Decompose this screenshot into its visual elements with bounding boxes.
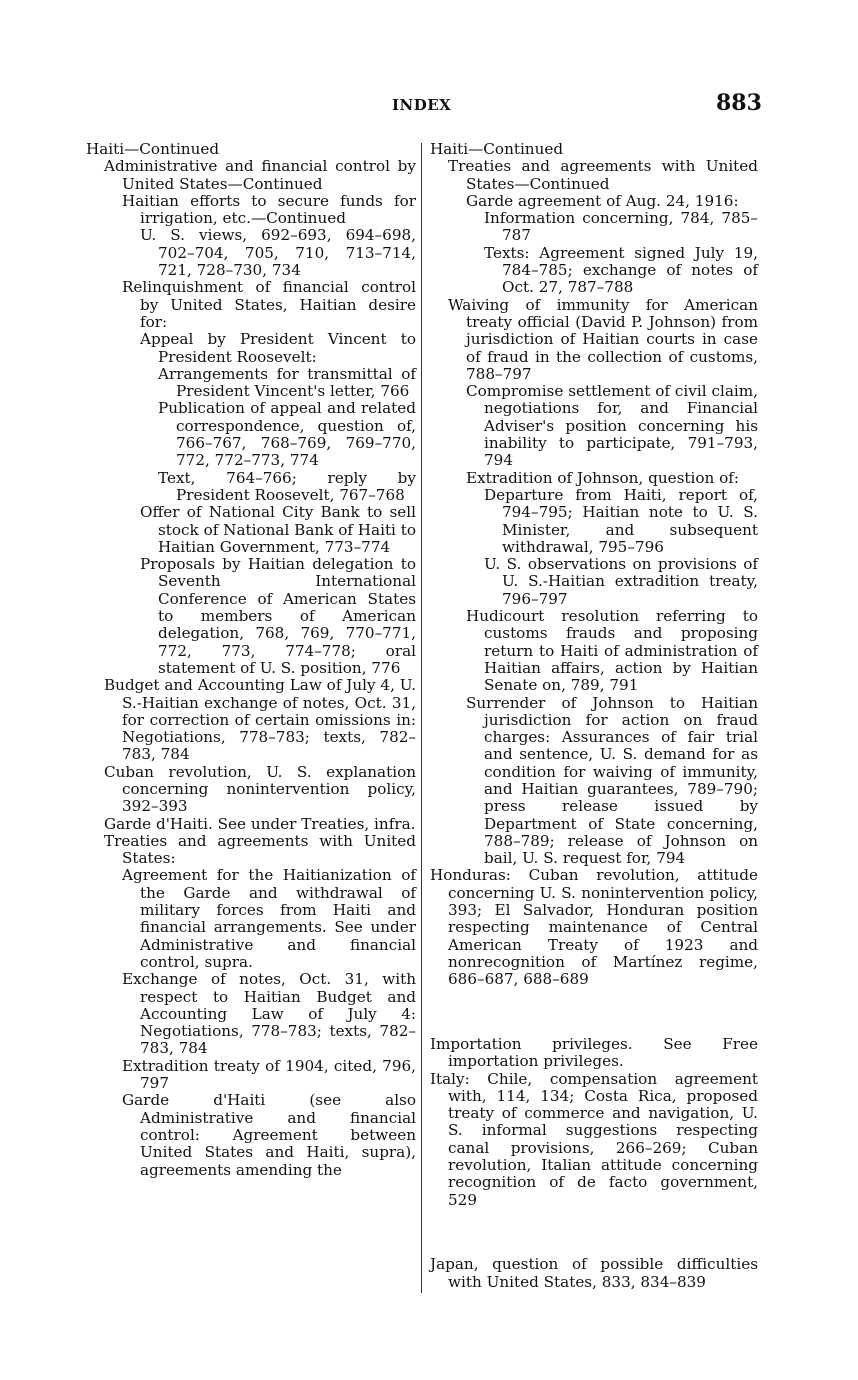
running-header-title: INDEX <box>392 96 452 114</box>
index-right-column <box>430 141 758 1291</box>
index-entry: U. S. views, 692–693, 694–698, 702–704, 705, 710, 713–714, 721, 728–730, 734 <box>140 226 416 280</box>
index-entry: Offer of National City Bank to sell stock of National Bank of Haiti to Haitian Government, 773–774 <box>140 503 416 556</box>
index-entry: Haiti—Continued <box>86 140 220 158</box>
index-entry: Extradition treaty of 1904, cited, 796, 797 <box>122 1056 416 1093</box>
index-entry: Text, 764–766; reply by President Roosevelt, 767–768 <box>158 468 416 504</box>
index-entry: Waiving of immunity for American treaty official (David P. Johnson) from jurisdiction of Haitian courts in case of fraud in the collection of customs, 788–797 <box>448 295 758 383</box>
index-entry: Departure from Haiti, report of, 794–795; Haitian note to U. S. Minister, and subsequent withdrawal, 795–796 <box>484 485 758 556</box>
index-entry: Compromise settlement of civil claim, negotiations for, and Financial Adviser's position concerning his inability to participate, 791–793, 794 <box>466 382 758 470</box>
index-entry: Publication of appeal and related correspondence, question of, 766–767, 768–769, 769–770, 772, 772–773, 774 <box>158 399 416 470</box>
index-entry: Hudicourt resolution referring to customs frauds and proposing return to Haiti of administration of Haitian affairs, action by Haitian Senate on, 789, 791 <box>466 607 758 695</box>
index-entry: Information concerning, 784, 785–787 <box>484 209 758 245</box>
index-entry: Cuban revolution, U. S. explanation concerning nonintervention policy, 392–393 <box>104 762 416 816</box>
column-divider <box>421 143 422 1293</box>
index-entry: Garde d'Haiti. See under Treaties, infra. <box>104 814 416 833</box>
index-entry: Administrative and financial control by United States—Continued <box>104 157 416 193</box>
index-entry: Importation privileges. See Free importation privileges. <box>430 1034 758 1071</box>
entry-spacer <box>430 1004 758 1021</box>
index-entry: Treaties and agreements with United States—Continued <box>448 157 758 193</box>
index-entry: Japan, question of possible difficulties with United States, 833, 834–839 <box>430 1255 758 1291</box>
index-entry: Texts: Agreement signed July 19, 784–785; exchange of notes of Oct. 27, 787–788 <box>484 243 758 297</box>
entry-spacer <box>430 1224 758 1241</box>
index-entry: Arrangements for transmittal of President Vincent's letter, 766 <box>158 364 416 401</box>
index-entry: Proposals by Haitian delegation to Seventh International Conference of American States to members of American delegation, 768, 769, 770–771, 772, 773, 774–778; oral statement of U. S. position, 776 <box>140 555 416 677</box>
page-number: 883 <box>716 90 762 116</box>
index-entry: Garde d'Haiti (see also Administrative and financial control: Agreement between United States and Haiti, supra), agreements amending the <box>122 1091 416 1179</box>
index-entry: Extradition of Johnson, question of: <box>466 468 740 487</box>
index-entry: Garde agreement of Aug. 24, 1916: <box>466 191 739 210</box>
index-entry: Appeal by President Vincent to President Roosevelt: <box>140 330 416 366</box>
index-entry: Haiti—Continued <box>430 140 564 158</box>
index-left-column <box>86 141 416 1179</box>
index-entry: Exchange of notes, Oct. 31, with respect to Haitian Budget and Accounting Law of July 4: Negotiations, 778–783; texts, 782–783, 784 <box>122 970 416 1058</box>
index-entry: Honduras: Cuban revolution, attitude concerning U. S. nonintervention policy, 393; El Salvador, Honduran position respecting maintenance of Central American Treaty of 1923 and nonrecognition of Martínez regime, 686–687, 688–689 <box>430 866 758 989</box>
index-entry: Budget and Accounting Law of July 4, U. S.-Haitian exchange of notes, Oct. 31, for correction of certain omissions in: Negotiations, 778–783; texts, 782–783, 784 <box>104 676 416 764</box>
index-entry: Agreement for the Haitianization of the Garde and withdrawal of military forces from Haiti and financial arrangements. See under Administrative and financial control, supra. <box>122 866 416 971</box>
index-entry: Relinquishment of financial control by United States, Haitian desire for: <box>122 278 416 331</box>
index-entry: Treaties and agreements with United States: <box>104 831 416 868</box>
index-entry: Haitian efforts to secure funds for irrigation, etc.—Continued <box>122 191 416 228</box>
index-entry: Surrender of Johnson to Haitian jurisdiction for action on fraud charges: Assurances of fair trial and sentence, U. S. demand for as condition for waiving of immunity, and Haitian guarantees, 789–790; press release issued by Department of State concerning, 788–789; release of Johnson on bail, U. S. request for, 794 <box>466 693 758 868</box>
index-entry: Italy: Chile, compensation agreement with, 114, 134; Costa Rica, proposed treaty of commerce and navigation, U. S. informal suggestions respecting canal provisions, 266–269; Cuban revolution, Italian attitude concerning recognition of de facto government, 529 <box>430 1069 758 1209</box>
index-entry: U. S. observations on provisions of U. S.-Haitian extradition treaty, 796–797 <box>484 555 758 608</box>
